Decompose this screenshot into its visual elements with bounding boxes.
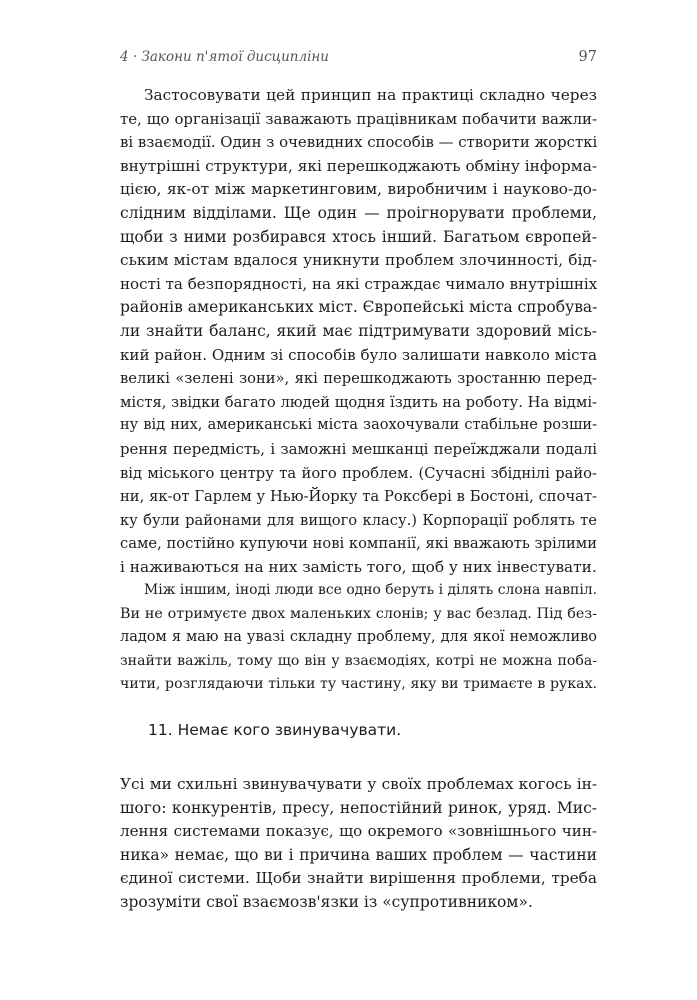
text-line: ну від них, американські міста заохочували стабільне розши- — [120, 417, 597, 434]
text-line: ни, як-от Гарлем у Нью-Йорку та Роксбері в Бостоні, спочат- — [120, 488, 597, 506]
text-line: містя, звідки багато людей щодня їздить на роботу. На відмі- — [120, 393, 597, 411]
text-line: від міського центру та його проблем. (Сучасні збіднілі райо- — [120, 464, 597, 482]
paragraph-3 — [120, 773, 597, 915]
text-line: ським містам вдалося уникнути проблем злочинності, бід- — [120, 251, 597, 270]
paragraph-1 — [120, 84, 597, 579]
text-line: ли знайти баланс, який має підтримувати здоровий місь- — [120, 321, 597, 340]
text-line: і наживаються на них замість того, щоб у них інвестувати. — [120, 557, 597, 576]
text-line: Ви не отримуєте двох маленьких слонів; у вас безлад. Під без- — [120, 605, 597, 622]
text-line: Між іншим, іноді люди все одно беруть і ділять слона навпіл. — [144, 582, 597, 598]
text-line: цією, як-от між маркетинговим, виробничим і науково-до- — [120, 180, 597, 199]
text-line: великі «зелені зони», які перешкоджають зростанню перед- — [120, 370, 597, 388]
text-line: внутрішні структури, які перешкоджають обміну інформа- — [120, 156, 597, 175]
text-line: Застосовувати цей принцип на практиці складно через — [144, 86, 597, 104]
text-line: Усі ми схильні звинувачувати у своїх проблемах когось ін- — [120, 775, 597, 793]
text-line: ника» немає, що ви і причина ваших проблем — частини — [120, 845, 597, 864]
text-line: ності та безпорядності, на які страждає чимало внутрішніх — [120, 274, 597, 293]
text-line: чити, розглядаючи тільки ту частину, яку ви тримаєте в руках. — [120, 676, 597, 693]
text-line: щоби з ними розбирався хтось інший. Багатьом європей- — [120, 227, 597, 246]
text-line: районів американських міст. Європейські міста спробува- — [120, 298, 597, 317]
running-title: 4 · Закони п'ятої дисципліни — [120, 49, 329, 65]
text-line: знайти важіль, тому що він у взаємодіях, котрі не можна поба- — [120, 652, 597, 669]
text-line: рення передмість, і заможні мешканці переїжджали подалі — [120, 439, 597, 458]
text-line: зрозуміти свої взаємозв'язки із «супротивником». — [120, 892, 533, 911]
text-line: ку були районами для вищого класу.) Корпорації роблять те — [120, 511, 597, 529]
section-heading: 11. Немає кого звинувачувати. — [148, 721, 402, 739]
text-line: кий район. Одним зі способів було залишати навколо міста — [120, 345, 597, 364]
text-line: шого: конкурентів, пресу, непостійний ринок, уряд. Мис- — [120, 798, 597, 817]
text-line: слідним відділами. Ще один — проігнорувати проблеми, — [120, 203, 597, 222]
text-line: саме, постійно купуючи нові компанії, які вважають зрілими — [120, 535, 597, 553]
text-line: те, що організації заважають працівникам побачити важли- — [120, 109, 597, 128]
page-number: 97 — [578, 49, 597, 65]
text-line: ві взаємодії. Один з очевидних способів — створити жорсткі — [120, 133, 597, 152]
text-line: єдиної системи. Щоби знайти вирішення проблеми, треба — [120, 869, 597, 888]
text-line: ладом я маю на увазі складну проблему, для якої неможливо — [120, 629, 597, 646]
text-line: лення системами показує, що окремого «зовнішнього чин- — [120, 822, 597, 841]
running-header — [120, 49, 597, 69]
paragraph-2 — [120, 579, 597, 697]
